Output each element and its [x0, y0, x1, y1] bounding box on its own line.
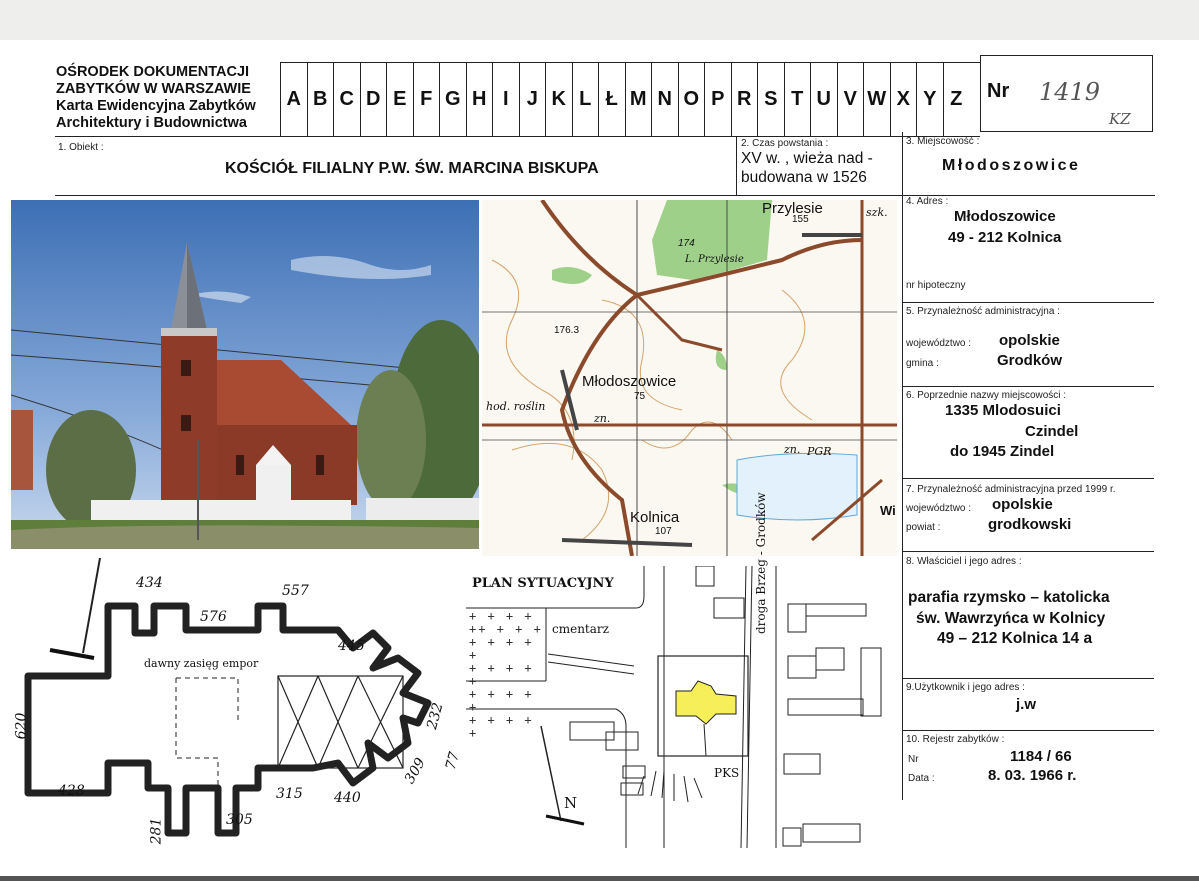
powiat-label: powiat :: [906, 522, 941, 533]
nazwy-label: 6. Poprzednie nazwy miejscowości :: [906, 390, 1067, 401]
adres-line1: Młodoszowice: [954, 208, 1056, 225]
index-letter: A: [280, 62, 307, 137]
powiat-value: grodkowski: [988, 516, 1072, 533]
dimension-label: 440: [334, 790, 361, 806]
dimension-label: 557: [282, 583, 309, 599]
dimension-label: 281: [148, 817, 165, 845]
map-label: 176.3: [554, 325, 580, 336]
church-photo: [11, 200, 479, 549]
record-number-box: [980, 55, 1153, 132]
nazwy-line3: do 1945 Zindel: [950, 443, 1055, 460]
divider: [55, 195, 1155, 196]
map-label: szk.: [866, 206, 888, 219]
index-letter: X: [890, 62, 917, 137]
org-line: Architektury i Budownictwa: [56, 115, 247, 131]
dimension-label: 428: [58, 783, 85, 799]
index-letter: I: [492, 62, 519, 137]
empor-note: dawny zasięg empor: [144, 657, 259, 670]
index-letter: D: [360, 62, 387, 137]
record-note-handwritten: KZ: [1109, 110, 1131, 128]
dimension-label: 434: [136, 575, 163, 591]
czas-line1: XV w. , wieża nad -: [741, 150, 873, 167]
index-letter: E: [386, 62, 413, 137]
record-number-handwritten: 1419: [1039, 78, 1101, 106]
gmina-label: gmina :: [906, 358, 939, 369]
index-letter: Z: [943, 62, 970, 137]
divider: [902, 132, 903, 800]
wlasciciel-line3: 49 – 212 Kolnica 14 a: [937, 630, 1093, 647]
gmina-value: Grodków: [997, 352, 1063, 369]
map-label: 155: [792, 214, 809, 225]
index-letter: O: [678, 62, 705, 137]
index-letter: N: [651, 62, 678, 137]
rejestr-nr-value: 1184 / 66: [1010, 748, 1072, 765]
hipoteka-label: nr hipoteczny: [906, 280, 966, 291]
divider: [902, 478, 1154, 479]
miejscowosc-label: 3. Miejscowość :: [906, 136, 980, 147]
wojewodztwo-1999-label: województwo :: [906, 503, 972, 514]
divider: [736, 136, 737, 195]
obiekt-value: KOŚCIÓŁ FILIALNY P.W. ŚW. MARCINA BISKUPA: [225, 160, 599, 177]
wojewodztwo-label: województwo :: [906, 338, 972, 349]
map-label: 174: [678, 238, 695, 249]
index-letter: W: [863, 62, 890, 137]
bus-station-label: PKS: [714, 766, 740, 780]
uzytkownik-label: 9.Użytkownik i jego adres :: [906, 682, 1025, 693]
north-label: N: [564, 794, 578, 812]
dimension-label: 315: [276, 786, 303, 802]
index-letter: J: [519, 62, 546, 137]
church-floor-plan: [8, 558, 462, 864]
divider: [902, 730, 1154, 731]
index-letter: G: [439, 62, 466, 137]
map-label: 75: [634, 391, 646, 402]
map-label: 107: [655, 526, 672, 537]
road-label: droga Brzeg - Grodków: [754, 492, 768, 634]
divider: [902, 678, 1154, 679]
org-line: ZABYTKÓW W WARSZAWIE: [56, 81, 251, 97]
uzytkownik-value: j.w: [1016, 696, 1037, 713]
index-letter: H: [466, 62, 493, 137]
rejestr-data-label: Data :: [908, 773, 935, 784]
wlasciciel-label: 8. Właściciel i jego adres :: [906, 556, 1022, 567]
map-label: PGR: [807, 445, 832, 458]
cemetery-crosses: + + + + ++ + + + + + + + + + + + + + + + + + + + + + + +: [469, 609, 543, 740]
index-letter: B: [307, 62, 334, 137]
org-line: OŚRODEK DOKUMENTACJI: [56, 64, 250, 80]
map-label: L. Przylesie: [685, 254, 744, 265]
index-letter: U: [810, 62, 837, 137]
rejestr-nr-label: Nr: [908, 754, 919, 765]
index-letter: T: [784, 62, 811, 137]
scan-top-strip: [0, 0, 1199, 40]
przynaleznosc-label: 5. Przynależność administracyjna :: [906, 306, 1060, 317]
dimension-label: 576: [200, 609, 227, 625]
divider: [902, 551, 1154, 552]
index-letter: K: [545, 62, 572, 137]
alphabet-index: [280, 62, 969, 137]
topographic-map: [482, 200, 897, 556]
dimension-label: 620: [13, 712, 30, 740]
wojewodztwo-1999-value: opolskie: [992, 496, 1053, 513]
site-plan-title: PLAN SYTUACYJNY: [472, 576, 614, 591]
nazwy-line1: 1335 Mlodosuici: [945, 402, 1061, 419]
index-letter: S: [757, 62, 784, 137]
index-letter: R: [731, 62, 758, 137]
dimension-label: 445: [338, 638, 365, 654]
org-line: Karta Ewidencyjna Zabytków: [56, 98, 256, 114]
index-letter: P: [704, 62, 731, 137]
adres-label: 4. Adres :: [906, 196, 949, 207]
rejestr-data-value: 8. 03. 1966 r.: [988, 767, 1077, 784]
wojewodztwo-value: opolskie: [999, 332, 1060, 349]
map-label: Wi: [880, 503, 896, 518]
index-letter: L: [572, 62, 599, 137]
index-letter: V: [837, 62, 864, 137]
record-number-label: Nr: [987, 80, 1010, 102]
divider: [902, 386, 1154, 387]
index-letter: C: [333, 62, 360, 137]
adres-line2: 49 - 212 Kolnica: [948, 229, 1062, 246]
wlasciciel-line1: parafia rzymsko – katolicka: [908, 589, 1110, 606]
index-letter: F: [413, 62, 440, 137]
index-letter: Y: [916, 62, 943, 137]
czas-label: 2. Czas powstania :: [741, 138, 829, 149]
dimension-label: 305: [226, 812, 253, 828]
divider: [902, 302, 1154, 303]
map-label: zn.: [784, 443, 801, 456]
map-label: Młodoszowice: [582, 373, 677, 390]
index-letter: Ł: [598, 62, 625, 137]
nazwy-line2: Czindel: [1025, 423, 1079, 440]
cemetery-label: cmentarz: [552, 622, 609, 636]
rejestr-label: 10. Rejestr zabytków :: [906, 734, 1005, 745]
wlasciciel-line2: św. Wawrzyńca w Kolnicy: [916, 610, 1106, 627]
obiekt-label: 1. Obiekt :: [58, 142, 104, 153]
institution-header: [56, 64, 256, 132]
map-label: hod. roślin: [486, 400, 546, 413]
map-label: Kolnica: [630, 509, 680, 526]
dimension-label: 77: [442, 750, 463, 772]
dimension-label: 232: [424, 701, 447, 731]
map-label: zn.: [594, 412, 611, 425]
miejscowosc-value: Młodoszowice: [942, 157, 1081, 174]
map-label: Przylesie: [762, 200, 823, 217]
scan-bottom-edge: [0, 876, 1199, 881]
czas-line2: budowana w 1526: [741, 169, 867, 186]
index-letter: M: [625, 62, 652, 137]
przyn1999-label: 7. Przynależność administracyjna przed 1999 r.: [906, 484, 1116, 495]
dimension-label: 309: [401, 755, 429, 787]
